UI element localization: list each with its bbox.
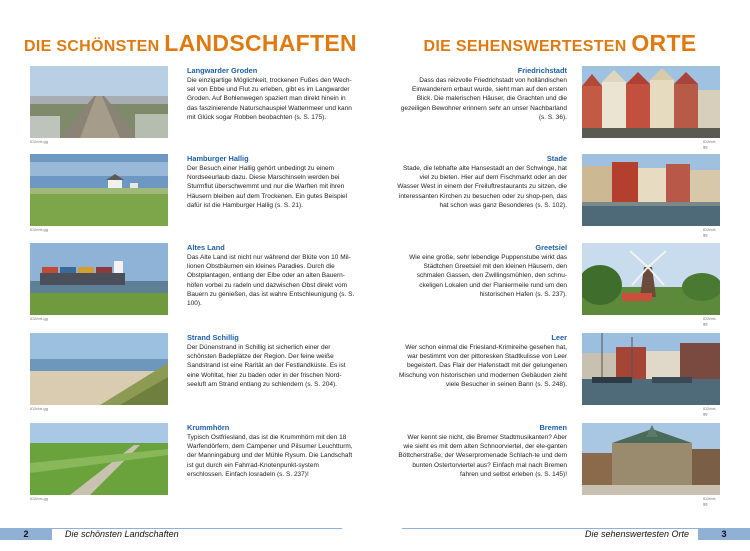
entry-title: Langwarder Groden [187,66,258,75]
entry-body: Stade, die lebhafte alte Hansestadt an der Schwinge, hat viel zu bieten. Hier auf dem Fischmarkt oder an der Wasser West in einem der Freiluftrestaurants zu sitzen, die interessanten Kirchen zu besuchen oder zu shop-pen, das hat schon was ganz Besonderes (s. S. 102). [397,165,567,209]
right-page-heading [400,30,720,57]
page-number-right: 3 [698,528,750,540]
harbor-town-photo [582,333,720,405]
entry-title: Hamburger Hallig [187,154,249,163]
entry-body: Dass das reizvolle Friedrichstadt von holländischen Einwanderern erbaut wurde, sieht man auf den ersten Blick. Die malerischen Häuser, die Grachten und die gezeiligen Bewohner erinnern sehr an unser Nachbarland (s. S. 36). [400,77,567,121]
entry-body: Der Dünenstrand in Schillig ist sicherlich einer der schönsten Badeplätze der Region. Der feine weiße Sandstrand ist eine Rarität an der Festlandküste. Es ist eine Wohltat, hier zu baden oder in der frischen Nord-seeluft am Strand entlang zu schlendern (s. S. 204). [187,344,346,388]
footer-title-left: Die schönsten Landschaften [65,529,179,539]
entry-text [397,423,567,479]
entry-text [397,333,567,389]
entry-title: Altes Land [187,243,225,252]
town-entry [397,423,720,506]
entry-text [397,66,567,122]
windmill-photo [582,243,720,315]
entry-title: Krummhörn [187,423,230,432]
entry-body: Das Alte Land ist nicht nur während der Blüte von 10 Mil-lionen Obstbäumen ein kleines Paradies. Durch die Obstplantagen, entlang der Elbe oder an alten Bauern-höfen vorbei zu radeln und dazwischen Obst direkt vom Bauern zu genießen, das ist wahre Entschleunigung (s. S. 100). [187,254,355,308]
hallig-photo [30,154,168,226]
entry-title: Strand Schillig [187,333,239,342]
heading-small-text: DIE SCHÖNSTEN [24,38,160,55]
entry-text [187,423,357,479]
entry-body: Der Besuch einer Hallig gehört unbedingt zu einem Nordseeurlaub dazu. Diese Marschinseln werden bei Sturmflut überschwemmt und nur die Warften mit ihren Häusern bleiben auf dem Trockenen. Ein gutes Beispiel dafür ist die Hamburger Hallig (s. S. 21). [187,165,348,209]
heading-small-text: DIE SEHENSWERTESTEN [423,38,627,55]
entry-body: Typisch Ostfriesland, das ist die Krummhörn mit den 18 Warfendörfern, dem Campener und Pilsumer Leuchtturm, der Manningaburg und der Mühle Rysum. Die Landschaft ist gut durch ein Fahrrad-Knotenpunkt-system erschlossen. Einfach losradeln (s. S. 237)! [187,434,353,478]
photo-credit: ID2rbrt-gg [30,406,49,411]
entry-title: Bremen [539,423,567,432]
photo-credit: ID2rbrt-gg [30,316,49,321]
photo-credit: ID2rbrt-gg [703,316,717,326]
photo-credit: ID2rbrt-gg [703,406,717,416]
entry-title: Stade [546,154,567,163]
landscape-entry [30,154,360,232]
dune-beach-photo [30,333,168,405]
gabled-houses-photo [582,66,720,138]
heading-big-text: ORTE [631,30,697,56]
entry-body: Die einzigartige Möglichkeit, trockenen Fußes den Wech-sel von Ebbe und Flut zu erleben, gibt es im Langwarder Groden. Auf Bohlenwegen spaziert man direkt hinein in das faszinierende Naturschauspiel Wattenmeer und kann mit Glück sogar Robben beobachten (s. S. 175). [187,77,352,121]
entry-text [187,66,357,122]
town-entry [397,154,720,237]
entry-title: Friedrichstadt [517,66,567,75]
landscape-entry [30,423,360,501]
entry-title: Leer [551,333,567,342]
heading-big-text: LANDSCHAFTEN [164,30,357,56]
entry-text [187,333,357,389]
entry-text [187,154,357,210]
dike-path-photo [30,423,168,495]
entry-title: Greetsiel [535,243,567,252]
photo-credit: ID2rbrt-gg [703,139,717,149]
entry-text [397,243,567,299]
photo-credit: ID2rbrt-gg [30,139,49,144]
left-page-heading [24,30,357,57]
harbor-houses-photo [582,154,720,226]
landscape-entry [30,333,360,411]
town-entry [397,333,720,416]
footer-title-right: Die sehenswertesten Orte [585,529,690,539]
page-number-left: 2 [0,528,52,540]
elbe-ship-photo [30,243,168,315]
town-hall-photo [582,423,720,495]
landscape-entry [30,66,360,144]
entry-body: Wer kennt sie nicht, die Bremer Stadtmusikanten? Aber wie sieht es mit dem alten Schnoorviertel, der ele-ganten Böttcherstraße, der Weserpromenade Schlach-te und dem bunten Ostertorviertel aus? Einfach mal nach Bremen fahren und selbst erleben (s. S. 145)! [398,434,567,478]
town-entry [397,243,720,326]
photo-credit: ID2rbrt-gg [703,227,717,237]
entry-body: Wer schon einmal die Friesland-Krimireihe gesehen hat, war bestimmt von der pittoresken Stadtkulisse von Leer begeistert. Das Flair der Hafenstadt mit der gelungenen Mischung von historischen und modernen Gebäuden zieht viele Besucher in seinen Bann (s. S. 248). [398,344,567,388]
entry-text [397,154,567,210]
entry-text [187,243,357,308]
town-entry [397,66,720,149]
photo-credit: ID2rbrt-gg [703,496,717,506]
photo-credit: ID2rbrt-gg [30,227,49,232]
photo-credit: ID2rbrt-gg [30,496,49,501]
landscape-entry [30,243,360,321]
entry-body: Wie eine große, sehr lebendige Puppenstube wirkt das Städtchen Greetsiel mit den kleinen Häusern, den schmalen Gassen, den Zwillingsmühlen, den schnu-ckeligen Lokalen und der Flaniermeile rund um den historischen Hafen (s. S. 237). [409,254,567,298]
boardwalk-photo [30,66,168,138]
